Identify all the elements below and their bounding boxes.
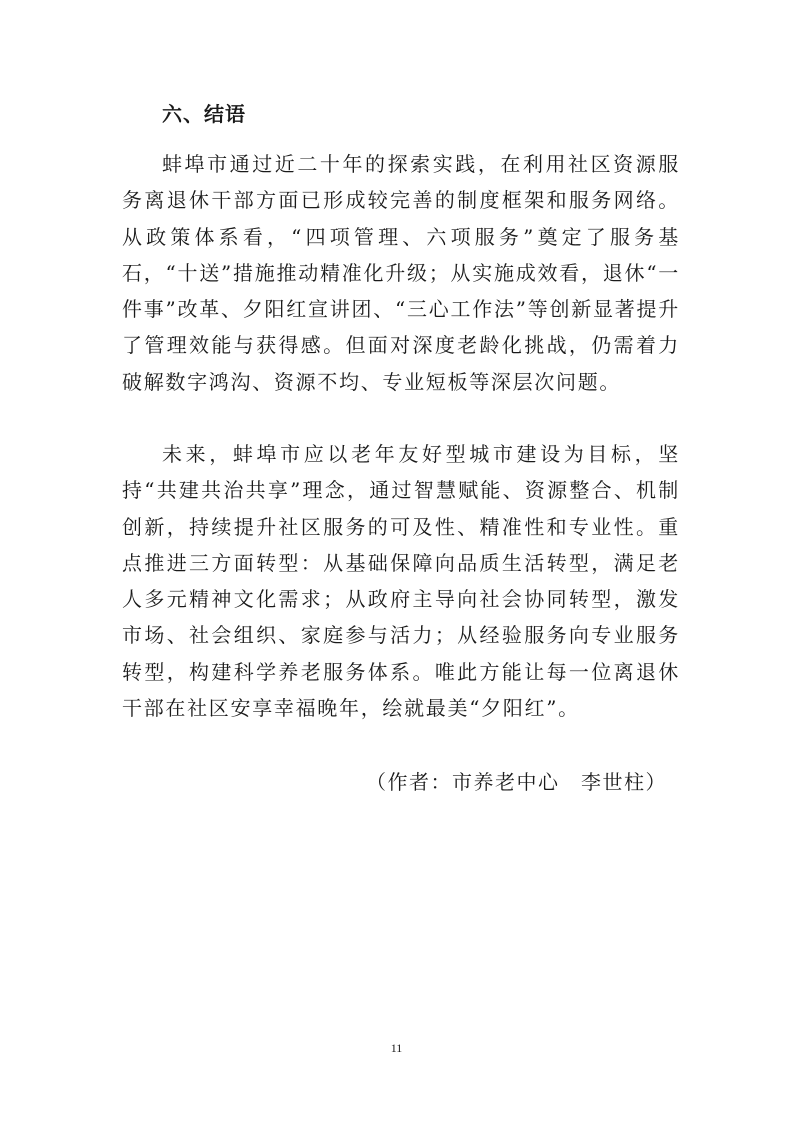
page-number: 11: [390, 1041, 403, 1055]
paragraph-outlook: 未来，蚌埠市应以老年友好型城市建设为目标，坚持“共建共治共享”理念，通过智慧赋能、资源整合、机制创新，持续提升社区服务的可及性、精准性和专业性。重点推进三方面转型：从基础保障向品质生活转型，满足老人多元精神文化需求；从政府主导向社会协同转型，激发市场、社会组织、家庭参与活力；从经验服务向专业服务转型，构建科学养老服务体系。唯此方能让每一位离退休干部在社区安享幸福晚年，绘就最美“夕阳红”。: [122, 442, 680, 721]
section-heading: 六、结语: [162, 102, 246, 126]
paragraph-summary: 蚌埠市通过近二十年的探索实践，在利用社区资源服务离退休干部方面已形成较完善的制度框架和服务网络。从政策体系看，“四项管理、六项服务”奠定了服务基石，“十送”措施推动精准化升级；从实施成效看，退休“一件事”改革、夕阳红宣讲团、“三心工作法”等创新显著提升了管理效能与获得感。但面对深度老龄化挑战，仍需着力破解数字鸿沟、资源不均、专业短板等深层次问题。: [122, 152, 680, 394]
author-signature: （作者：市养老中心 李世柱）: [366, 770, 667, 794]
